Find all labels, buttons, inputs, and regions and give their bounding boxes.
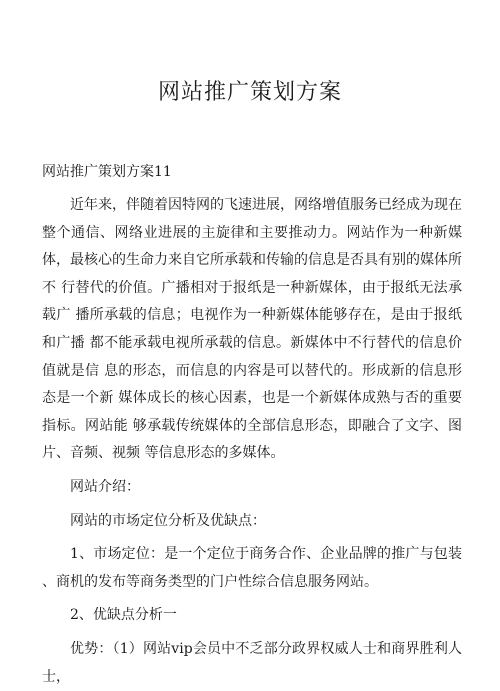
paragraph-pros-cons: 2、优缺点分析一: [70, 607, 177, 624]
paragraph-market-analysis: 网站的市场定位分析及优缺点：: [70, 512, 266, 529]
document-subtitle: 网站推广策划方案11: [42, 164, 172, 180]
paragraph-market-position: 1、市场定位：是一个定位于商务合作、企业品牌的推广与包装 、商机的发布等商务类型的门户性综合信息服务网站。: [42, 546, 462, 590]
paragraph-advantages: 优势：（1）网站vip会员中不乏部分政界权威人士和商界胜利人 士，: [42, 640, 462, 685]
paragraph-site-intro: 网站介绍：: [70, 478, 140, 495]
paragraph-intro: 近年来，伴随着因特网的飞速进展，网络增值服务已经成为现在 整个通信、网络业进展的主旋律和主要推动力。网站作为一种新媒体，最核心的生命力来自它所承载和传输的信息是否具有别的媒体所不 行替代的价值。广播相对于报纸是一种新媒体，由于报纸无法承载广 播所承载的信息；电视作为一种新媒体能够存在，是由于报纸和广播 都不能承载电视所承载的信息。新媒体中不行替代的信息价值就是信 息的形态，而信息的内容是可以替代的。形成新的信息形态是一个新 媒体成长的核心因素，也是一个新媒体成熟与否的重要指标。网站能 够承载传统媒体的全部信息形态，即融合了文字、图片、音频、视频 等信息形态的多媒体。: [42, 197, 462, 462]
document-body: [42, 192, 462, 691]
document-title: 网站推广策划方案: [157, 80, 342, 105]
